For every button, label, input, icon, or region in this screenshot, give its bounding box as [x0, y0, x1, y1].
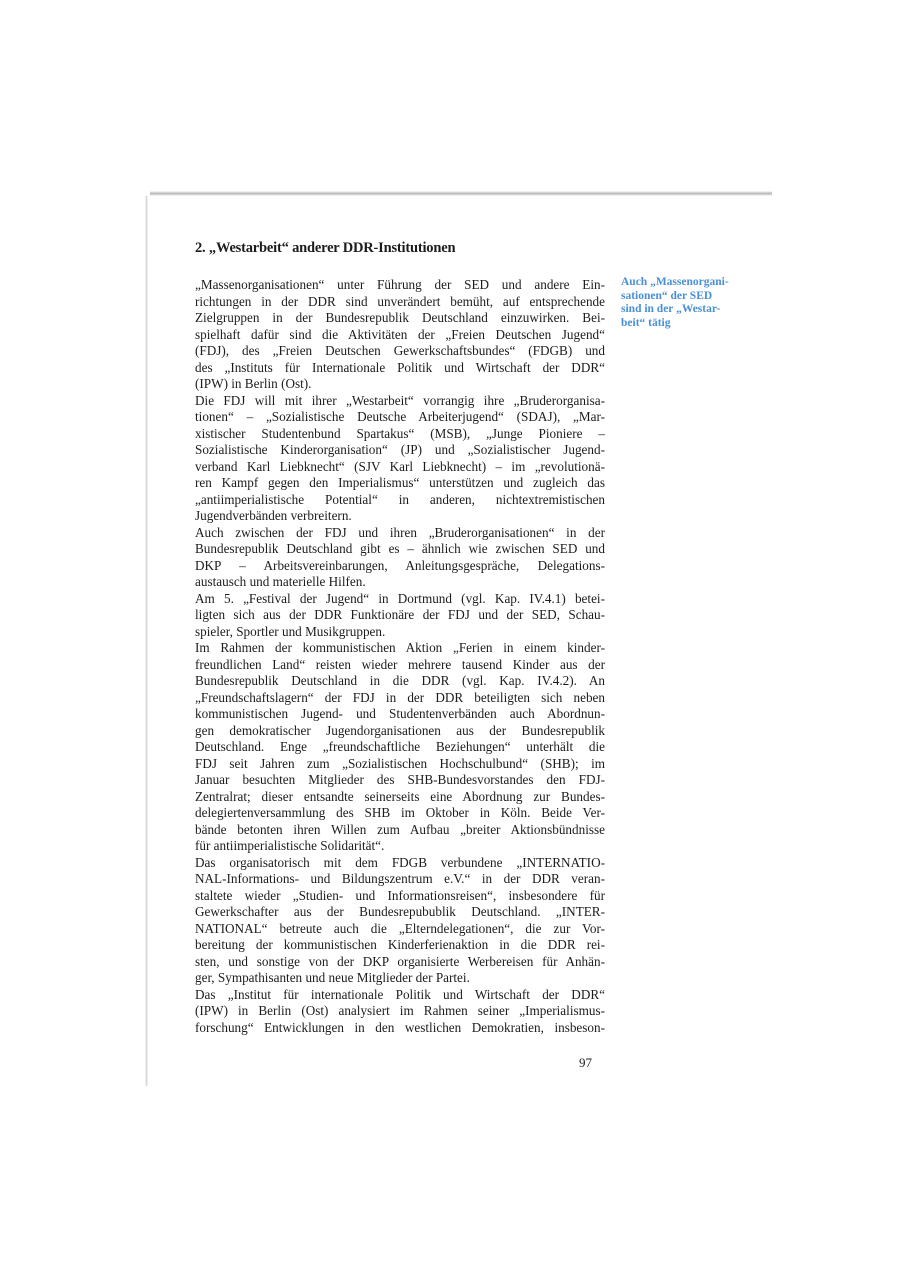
body-text: [195, 277, 605, 1036]
text-line: delegiertenversammlung des SHB im Oktober in Köln. Beide Ver-: [195, 805, 605, 820]
text-line: Januar besuchten Mitglieder des SHB-Bundesvorstandes den FDJ-: [195, 772, 605, 787]
margin-note-line: sind in der „Westar-: [621, 303, 721, 315]
text-line: Deutschland. Enge „freundschaftliche Beziehungen“ unterhält die: [195, 739, 605, 754]
text-line: austausch und materielle Hilfen.: [195, 574, 366, 589]
text-line: forschung“ Entwicklungen in den westlichen Demokratien, insbeson-: [195, 1019, 605, 1035]
text-line: „Freundschaftslagern“ der FDJ in der DDR beteiligten sich neben: [195, 689, 605, 705]
text-line: (IPW) in Berlin (Ost).: [195, 376, 312, 391]
text-line: „antiimperialistische Potential“ in anderen, nichtextremistischen: [195, 491, 605, 507]
text-line: Sozialistische Kinderorganisation“ (JP) und „Sozialistischer Jugend-: [195, 442, 605, 457]
scan-shadow-top: [150, 191, 772, 196]
margin-note: [621, 276, 741, 330]
text-line: DKP – Arbeitsvereinbarungen, Anleitungsgespräche, Delegations-: [195, 557, 605, 573]
text-line: Auch zwischen der FDJ und ihren „Bruderorganisationen“ in der: [195, 524, 605, 540]
text-line: Jugendverbänden verbreitern.: [195, 508, 352, 523]
text-line: staltete wieder „Studien- und Informationsreisen“, insbesondere für: [195, 887, 605, 903]
text-line: Zentralrat; dieser entsandte seinerseits eine Abordnung zur Bundes-: [195, 788, 605, 804]
text-line: gen demokratischer Jugendorganisationen aus der Bundesrepublik: [195, 722, 605, 738]
text-line: spielhaft dafür sind die Aktivitäten der „Freien Deutschen Jugend“: [195, 326, 605, 342]
text-line: Das organisatorisch mit dem FDGB verbundene „INTERNATIO-: [195, 854, 605, 870]
text-line: (IPW) in Berlin (Ost) analysiert im Rahmen seiner „Imperialismus-: [195, 1003, 605, 1018]
text-line: NAL-Informations- und Bildungszentrum e.V.“ in der DDR veran-: [195, 871, 605, 886]
text-line: freundlichen Land“ reisten wieder mehrere tausend Kinder aus der: [195, 656, 605, 672]
text-line: ren Kampf gegen den Imperialismus“ unterstützen und zugleich das: [195, 475, 605, 490]
text-line: des „Instituts für Internationale Politik und Wirtschaft der DDR“: [195, 359, 605, 375]
text-line: Gewerkschafter aus der Bundesrepubublik Deutschland. „INTER-: [195, 904, 605, 919]
text-line: Bundesrepublik Deutschland gibt es – ähnlich wie zwischen SED und: [195, 541, 605, 556]
text-line: tionen“ – „Sozialistische Deutsche Arbeiterjugend“ (SDAJ), „Mar-: [195, 409, 605, 424]
page-number: 97: [579, 1055, 592, 1070]
text-line: bereitung der kommunistischen Kinderferienaktion in die DDR rei-: [195, 937, 605, 952]
margin-note-line: beit“ tätig: [621, 316, 671, 329]
margin-note-line: Auch „Massenorgani-: [621, 276, 729, 288]
text-line: xistischer Studentenbund Spartakus“ (MSB), „Junge Pioniere –: [195, 425, 605, 441]
text-line: spieler, Sportler und Musikgruppen.: [195, 623, 386, 639]
text-line: verband Karl Liebknecht“ (SJV Karl Liebknecht) – im „revolutionä-: [195, 458, 605, 474]
scan-shadow-left: [145, 196, 148, 1086]
text-line: Die FDJ will mit ihrer „Westarbeit“ vorrangig ihre „Bruderorganisa-: [195, 392, 605, 408]
text-line: NATIONAL“ betreute auch die „Elterndelegationen“, die zur Vor-: [195, 920, 605, 936]
text-line: bände betonten ihren Willen zum Aufbau „breiter Aktionsbündnisse: [195, 821, 605, 837]
text-line: (FDJ), des „Freien Deutschen Gewerkschaftsbundes“ (FDGB) und: [195, 343, 605, 358]
text-line: FDJ seit Jahren zum „Sozialistischen Hochschulbund“ (SHB); im: [195, 755, 605, 771]
text-line: Am 5. „Festival der Jugend“ in Dortmund (vgl. Kap. IV.4.1) betei-: [195, 590, 605, 606]
margin-note-line: sationen“ der SED: [621, 289, 713, 302]
text-line: sten, und sonstige von der DKP organisierte Werbereisen für Anhän-: [195, 953, 605, 969]
text-line: kommunistischen Jugend- und Studentenverbänden auch Abordnun-: [195, 706, 605, 721]
text-line: Im Rahmen der kommunistischen Aktion „Ferien in einem kinder-: [195, 640, 605, 655]
text-line: richtungen in der DDR sind unverändert bemüht, auf entsprechende: [195, 293, 605, 309]
text-line: für antiimperialistische Solidarität“.: [195, 838, 385, 853]
text-line: ger, Sympathisanten und neue Mitglieder der Partei.: [195, 970, 470, 985]
text-line: Zielgruppen in der Bundesrepublik Deutschland einzuwirken. Bei-: [195, 310, 605, 325]
text-line: Das „Institut für internationale Politik und Wirtschaft der DDR“: [195, 986, 605, 1002]
section-heading: 2. „Westarbeit“ anderer DDR-Institutionen: [195, 240, 456, 256]
text-line: Bundesrepublik Deutschland in die DDR (vgl. Kap. IV.4.2). An: [195, 673, 605, 688]
text-line: ligten sich aus der DDR Funktionäre der FDJ und der SED, Schau-: [195, 607, 605, 622]
text-line: „Massenorganisationen“ unter Führung der SED und andere Ein-: [195, 277, 605, 292]
